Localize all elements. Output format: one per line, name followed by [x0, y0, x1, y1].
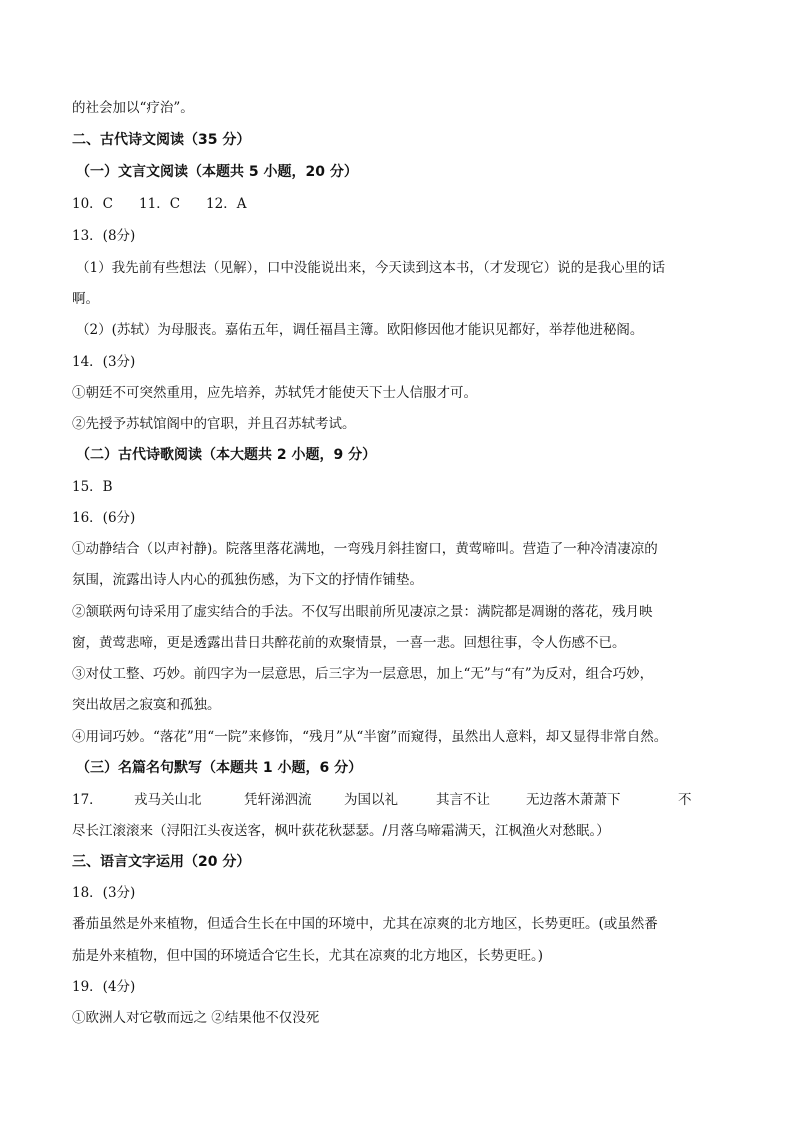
answer-16-4: ④用词巧妙。“落花”用“一院”来修饰，“残月”从“半窗”而窥得，虽然出人意料，却又显得非常自然。: [72, 729, 668, 745]
question-13-header: 13．(8分): [72, 228, 136, 244]
answer-17-blank-5: 无边落木萧萧下: [526, 792, 621, 808]
question-16-header: 16．(6分): [72, 510, 136, 526]
answer-14-2: ②先授予苏轼馆阁中的官职，并且召苏轼考试。: [72, 416, 356, 432]
question-14-header: 14．(3分): [72, 354, 136, 370]
subsection-heading-famous-lines: （三）名篇名句默写（本题共 1 小题，6 分）: [76, 760, 363, 776]
answer-12: 12．A: [206, 196, 247, 212]
answer-11: 11．C: [139, 196, 181, 212]
answer-17-blank-4: 其言不让: [436, 792, 490, 808]
answer-17-line-1: [72, 790, 732, 810]
answer-17-number: 17．: [72, 792, 103, 808]
answer-14-1: ①朝廷不可突然重用，应先培养，苏轼凭才能使天下士人信服才可。: [72, 385, 477, 401]
answer-16-1-line-2: 氛围，流露出诗人内心的孤独伤感，为下文的抒情作铺垫。: [72, 572, 423, 588]
text-line: 的社会加以“疗治”。: [72, 100, 194, 116]
answer-18-line-2: 茄是外来植物，但中国的环境适合它生长，尤其在凉爽的北方地区，长势更旺。): [72, 948, 544, 964]
answer-10: 10．C: [72, 196, 114, 212]
section-heading-language-use: 三、语言文字运用（20 分）: [72, 854, 251, 870]
question-19-header: 19．(4分): [72, 979, 136, 995]
answer-16-3-line-2: 突出故居之寂寞和孤独。: [72, 697, 221, 713]
answer-17-blank-6-start: 不: [678, 792, 692, 808]
answer-13-1-line-1: （1）我先前有些想法（见解），口中没能说出来，今天读到这本书，（才发现它）说的是我心里的话: [76, 260, 666, 276]
answer-13-2: （2）(苏轼）为母服丧。嘉佑五年，调任福昌主簿。欧阳修因他才能识见都好，举荐他进秘阁。: [76, 322, 644, 338]
answer-17-blank-3: 为国以礼: [344, 792, 398, 808]
answer-18-line-1: 番茄虽然是外来植物，但适合生长在中国的环境中，尤其在凉爽的北方地区，长势更旺。(或虽然番: [72, 916, 658, 932]
answer-16-1-line-1: ①动静结合（以声衬静)。院落里落花满地，一弯残月斜挂窗口，黄莺啼叫。营造了一种冷清凄凉的: [72, 541, 658, 557]
question-18-header: 18．(3分): [72, 885, 136, 901]
answer-16-3-line-1: ③对仗工整、巧妙。前四字为一层意思，后三字为一层意思，加上“无”与“有”为反对，组合巧妙，: [72, 666, 654, 682]
answer-13-1-line-2: 啊。: [72, 291, 99, 307]
subsection-heading-classical-prose: （一）文言文阅读（本题共 5 小题，20 分）: [76, 164, 358, 180]
subsection-heading-poetry: （二）古代诗歌阅读（本大题共 2 小题，9 分）: [76, 447, 377, 463]
answer-19: ①欧洲人对它敬而远之 ②结果他不仅没死: [72, 1010, 320, 1026]
answers-10-12: [72, 194, 732, 214]
answer-17-line-2: 尽长江滚滚来（浔阳江头夜送客，枫叶荻花秋瑟瑟。/月落乌啼霜满天，江枫渔火对愁眠。）: [72, 823, 610, 839]
answer-16-2-line-2: 窗，黄莺悲啼，更是透露出昔日共醉花前的欢聚情景，一喜一悲。回想往事，令人伤感不已。: [72, 635, 626, 651]
answer-16-2-line-1: ②颔联两句诗采用了虚实结合的手法。不仅写出眼前所见凄凉之景：满院都是凋谢的落花，残月映: [72, 604, 653, 620]
answer-17-blank-1: 戎马关山北: [134, 792, 202, 808]
answer-17-blank-2: 凭轩涕泗流: [244, 792, 312, 808]
answer-15: 15．B: [72, 479, 113, 495]
section-heading-classical-poetry: 二、古代诗文阅读（35 分）: [72, 132, 251, 148]
